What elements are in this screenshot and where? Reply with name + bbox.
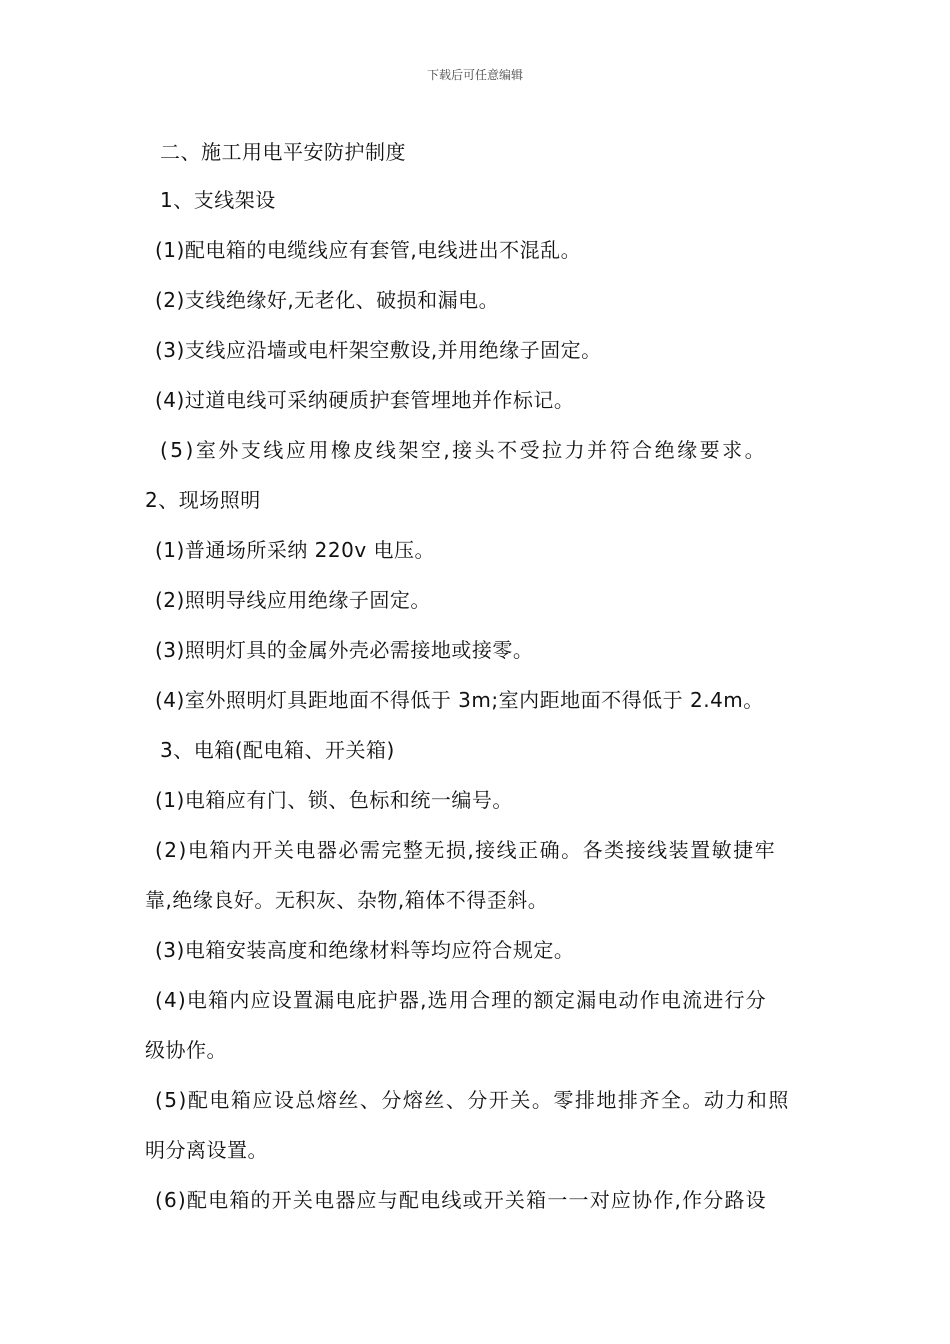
paragraph-line: (1)普通场所采纳 220v 电压。 <box>155 538 436 562</box>
paragraph-line: (4)室外照明灯具距地面不得低于 3m;室内距地面不得低于 2.4m。 <box>155 688 764 712</box>
paragraph-line: (1)电箱应有门、锁、色标和统一编号。 <box>155 788 513 812</box>
paragraph-line: 级协作。 <box>145 1038 227 1062</box>
subsection-heading: 1、支线架设 <box>160 188 276 212</box>
paragraph-line: 靠,绝缘良好。无积灰、杂物,箱体不得歪斜。 <box>145 888 549 912</box>
paragraph-line: (3)电箱安装高度和绝缘材料等均应符合规定。 <box>155 938 575 962</box>
subsection-heading: 2、现场照明 <box>145 488 261 512</box>
paragraph-line: (1)配电箱的电缆线应有套管,电线进出不混乱。 <box>155 238 582 262</box>
paragraph-line: (4)过道电线可采纳硬质护套管埋地并作标记。 <box>155 388 575 412</box>
page-header: 下载后可任意编辑 <box>426 68 523 82</box>
paragraph-line: (5)配电箱应设总熔丝、分熔丝、分开关。零排地排齐全。动力和照 <box>155 1088 790 1112</box>
paragraph-line: (4)电箱内应设置漏电庇护器,选用合理的额定漏电动作电流进行分 <box>155 988 767 1012</box>
paragraph-line: (3)照明灯具的金属外壳必需接地或接零。 <box>155 638 534 662</box>
paragraph-line: (5)室外支线应用橡皮线架空,接头不受拉力并符合绝缘要求。 <box>160 438 768 462</box>
paragraph-line: (2)照明导线应用绝缘子固定。 <box>155 588 431 612</box>
paragraph-line: (3)支线应沿墙或电杆架空敷设,并用绝缘子固定。 <box>155 338 602 362</box>
subsection-heading: 3、电箱(配电箱、开关箱) <box>160 738 395 762</box>
paragraph-line: (2)电箱内开关电器必需完整无损,接线正确。各类接线装置敏捷牢 <box>155 838 777 862</box>
paragraph-line: 明分离设置。 <box>145 1138 268 1162</box>
paragraph-line: (2)支线绝缘好,无老化、破损和漏电。 <box>155 288 500 312</box>
section-heading: 二、施工用电平安防护制度 <box>160 140 406 164</box>
paragraph-line: (6)配电箱的开关电器应与配电线或开关箱一一对应协作,作分路设 <box>155 1188 767 1212</box>
